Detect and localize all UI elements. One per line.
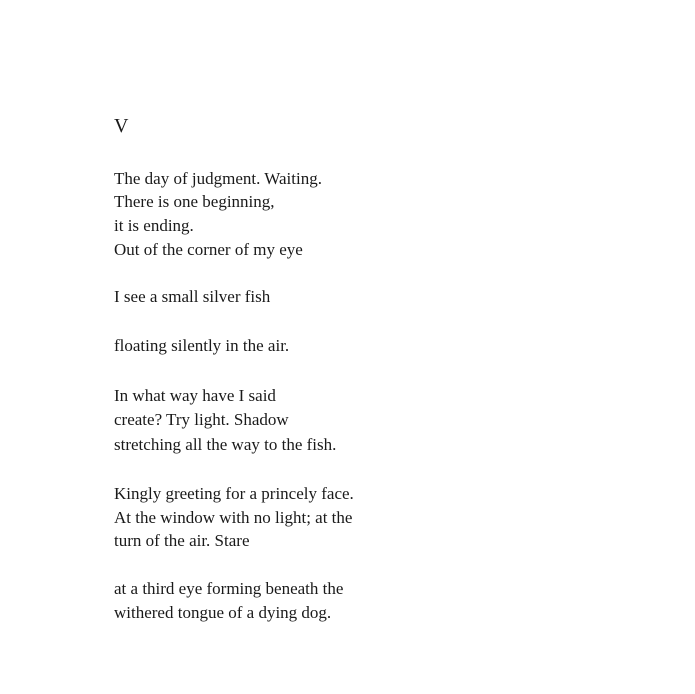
poem-line: it is ending. [114, 216, 194, 235]
poem-line: At the window with no light; at the [114, 508, 353, 527]
poem-line: floating silently in the air. [114, 336, 290, 355]
poem-line: There is one beginning, [114, 192, 275, 211]
poem-line: In what way have I said [114, 386, 276, 405]
section-number: V [114, 115, 129, 137]
poem-line: Kingly greeting for a princely face. [114, 484, 354, 503]
poem-line: turn of the air. Stare [114, 531, 250, 550]
poem-line: The day of judgment. Waiting. [114, 169, 322, 188]
poem-line: withered tongue of a dying dog. [114, 603, 332, 622]
poem-line: at a third eye forming beneath the [114, 579, 344, 598]
poem-line: create? Try light. Shadow [114, 410, 289, 429]
poem-line: I see a small silver fish [114, 287, 271, 306]
poem-line: Out of the corner of my eye [114, 240, 303, 259]
poem-line: stretching all the way to the fish. [114, 435, 337, 454]
